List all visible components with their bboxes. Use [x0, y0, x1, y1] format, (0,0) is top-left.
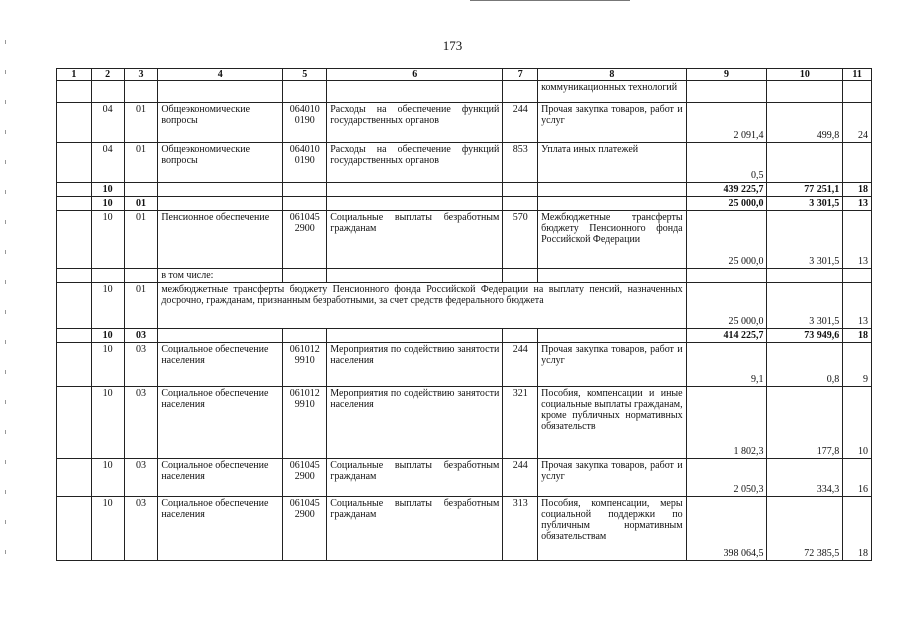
cell-subsection: 01 — [124, 143, 158, 183]
column-header: 4 — [158, 69, 283, 81]
cell-section — [91, 269, 124, 283]
cell-expense-name — [538, 329, 686, 343]
cell-subsection: 03 — [124, 329, 158, 343]
cell-expense-type — [503, 269, 538, 283]
cell-target-name — [327, 269, 503, 283]
cell-name: Общеэкономические вопросы — [158, 103, 283, 143]
cell-amount-actual: 499,8 — [767, 103, 843, 143]
cell-amount-actual — [767, 269, 843, 283]
cell-percent: 24 — [843, 103, 872, 143]
cell-expense-name: Прочая закупка товаров, работ и услуг — [538, 103, 686, 143]
cell-section: 10 — [91, 197, 124, 211]
cell-target-name — [327, 329, 503, 343]
cell-expense-type: 244 — [503, 343, 538, 387]
cell-expense-name: Уплата иных платежей — [538, 143, 686, 183]
table-body — [57, 81, 872, 561]
cell-target-code — [283, 269, 327, 283]
cell-section: 04 — [91, 103, 124, 143]
cell-section — [91, 81, 124, 103]
cell-amount-plan: 398 064,5 — [686, 497, 767, 561]
cell-subsection — [124, 183, 158, 197]
cell-expense-type: 313 — [503, 497, 538, 561]
table-row — [57, 81, 872, 103]
cell-percent: 13 — [843, 197, 872, 211]
cell-amount-actual: 3 301,5 — [767, 283, 843, 329]
cell-col1 — [57, 183, 92, 197]
cell-amount-plan — [686, 269, 767, 283]
cell-expense-name: Межбюджетные трансферты бюджету Пенсионного фонда Российской Федерации — [538, 211, 686, 269]
table-row — [57, 103, 872, 143]
cell-col1 — [57, 81, 92, 103]
cell-subsection: 03 — [124, 387, 158, 459]
cell-amount-plan: 25 000,0 — [686, 211, 767, 269]
cell-amount-actual: 0,8 — [767, 343, 843, 387]
cell-subsection: 01 — [124, 103, 158, 143]
cell-col1 — [57, 387, 92, 459]
table-row — [57, 269, 872, 283]
cell-target-code: 064010 0190 — [283, 143, 327, 183]
cell-section: 10 — [91, 283, 124, 329]
cell-expense-type — [503, 329, 538, 343]
cell-subsection: 03 — [124, 343, 158, 387]
cell-amount-plan: 25 000,0 — [686, 283, 767, 329]
cell-amount-plan: 1 802,3 — [686, 387, 767, 459]
cell-target-code — [283, 329, 327, 343]
cell-target-code: 061045 2900 — [283, 459, 327, 497]
cell-col1 — [57, 329, 92, 343]
cell-name: Общеэкономические вопросы — [158, 143, 283, 183]
column-header: 9 — [686, 69, 767, 81]
cell-target-name: Социальные выплаты безработным гражданам — [327, 497, 503, 561]
cell-section: 04 — [91, 143, 124, 183]
cell-section: 10 — [91, 497, 124, 561]
table-row — [57, 183, 872, 197]
cell-section: 10 — [91, 459, 124, 497]
cell-expense-name — [538, 197, 686, 211]
cell-target-name: Мероприятия по содействию занятости населения — [327, 343, 503, 387]
cell-subsection: 03 — [124, 497, 158, 561]
cell-col1 — [57, 211, 92, 269]
cell-expense-name: Прочая закупка товаров, работ и услуг — [538, 343, 686, 387]
cell-target-code: 061012 9910 — [283, 343, 327, 387]
cell-expense-name: Пособия, компенсации, меры социальной поддержки по публичным нормативным обязательствам — [538, 497, 686, 561]
column-header: 10 — [767, 69, 843, 81]
cell-section: 10 — [91, 387, 124, 459]
cell-target-code: 061045 2900 — [283, 211, 327, 269]
cell-amount-actual: 73 949,6 — [767, 329, 843, 343]
cell-amount-plan: 0,5 — [686, 143, 767, 183]
cell-name — [158, 183, 283, 197]
cell-amount-plan: 25 000,0 — [686, 197, 767, 211]
cell-expense-name: Прочая закупка товаров, работ и услуг — [538, 459, 686, 497]
cell-percent — [843, 269, 872, 283]
cell-percent: 10 — [843, 387, 872, 459]
column-header: 3 — [124, 69, 158, 81]
cell-col1 — [57, 343, 92, 387]
cell-target-code — [283, 81, 327, 103]
cell-target-name: Мероприятия по содействию занятости населения — [327, 387, 503, 459]
cell-amount-plan: 2 050,3 — [686, 459, 767, 497]
cell-name: Социальное обеспечение населения — [158, 343, 283, 387]
cell-expense-name: Пособия, компенсации и иные социальные выплаты гражданам, кроме публичных нормативных обязательств — [538, 387, 686, 459]
cell-name: Социальное обеспечение населения — [158, 459, 283, 497]
cell-subsection: 01 — [124, 211, 158, 269]
column-header: 6 — [327, 69, 503, 81]
table-row — [57, 197, 872, 211]
cell-section: 10 — [91, 183, 124, 197]
cell-percent: 9 — [843, 343, 872, 387]
cell-subsection: 01 — [124, 197, 158, 211]
scan-margin-mark — [5, 40, 6, 580]
cell-subsection: 03 — [124, 459, 158, 497]
cell-subsection — [124, 81, 158, 103]
cell-target-code: 061045 2900 — [283, 497, 327, 561]
cell-subsection: 01 — [124, 283, 158, 329]
scan-edge-mark — [470, 0, 630, 1]
cell-amount-actual — [767, 143, 843, 183]
cell-name — [158, 81, 283, 103]
table-row — [57, 343, 872, 387]
cell-target-name — [327, 183, 503, 197]
cell-amount-actual: 77 251,1 — [767, 183, 843, 197]
cell-expense-type: 853 — [503, 143, 538, 183]
cell-amount-plan — [686, 81, 767, 103]
cell-amount-actual: 334,3 — [767, 459, 843, 497]
cell-expense-name: коммуникационных технологий — [538, 81, 686, 103]
cell-amount-actual: 177,8 — [767, 387, 843, 459]
column-header: 8 — [538, 69, 686, 81]
cell-target-name: Социальные выплаты безработным гражданам — [327, 459, 503, 497]
cell-name: Социальное обеспечение населения — [158, 497, 283, 561]
cell-percent: 13 — [843, 283, 872, 329]
table-row — [57, 497, 872, 561]
page-number: 173 — [442, 38, 463, 53]
column-header: 2 — [91, 69, 124, 81]
table-row — [57, 283, 872, 329]
cell-section: 10 — [91, 343, 124, 387]
cell-expense-type: 321 — [503, 387, 538, 459]
cell-expense-type: 244 — [503, 459, 538, 497]
cell-description: межбюджетные трансферты бюджету Пенсионного фонда Российской Федерации на выплату пенсий, назначенных досрочно, гражданам, признанным безработными, за счет средств федерального бюджета — [158, 283, 686, 329]
cell-percent: 18 — [843, 329, 872, 343]
column-header: 7 — [503, 69, 538, 81]
cell-col1 — [57, 197, 92, 211]
cell-name: Пенсионное обеспечение — [158, 211, 283, 269]
cell-amount-actual: 3 301,5 — [767, 197, 843, 211]
cell-name: в том числе: — [158, 269, 283, 283]
cell-percent: 18 — [843, 183, 872, 197]
cell-target-code — [283, 197, 327, 211]
header-row — [57, 69, 872, 81]
cell-col1 — [57, 143, 92, 183]
cell-expense-name — [538, 269, 686, 283]
cell-amount-actual: 3 301,5 — [767, 211, 843, 269]
cell-target-name: Расходы на обеспечение функций государственных органов — [327, 103, 503, 143]
cell-percent — [843, 143, 872, 183]
table-row — [57, 459, 872, 497]
cell-expense-type: 244 — [503, 103, 538, 143]
cell-percent — [843, 81, 872, 103]
cell-col1 — [57, 269, 92, 283]
cell-expense-type — [503, 183, 538, 197]
cell-amount-plan: 414 225,7 — [686, 329, 767, 343]
budget-table — [56, 68, 872, 561]
cell-expense-type — [503, 197, 538, 211]
cell-target-name — [327, 81, 503, 103]
cell-target-name: Социальные выплаты безработным гражданам — [327, 211, 503, 269]
cell-target-name — [327, 197, 503, 211]
cell-target-code — [283, 183, 327, 197]
cell-name — [158, 329, 283, 343]
cell-amount-actual: 72 385,5 — [767, 497, 843, 561]
column-header: 11 — [843, 69, 872, 81]
cell-target-code: 064010 0190 — [283, 103, 327, 143]
cell-amount-plan: 9,1 — [686, 343, 767, 387]
column-header: 5 — [283, 69, 327, 81]
table-row — [57, 329, 872, 343]
cell-amount-actual — [767, 81, 843, 103]
cell-col1 — [57, 459, 92, 497]
cell-col1 — [57, 103, 92, 143]
cell-name: Социальное обеспечение населения — [158, 387, 283, 459]
cell-section: 10 — [91, 211, 124, 269]
cell-subsection — [124, 269, 158, 283]
cell-percent: 18 — [843, 497, 872, 561]
cell-col1 — [57, 283, 92, 329]
cell-target-code: 061012 9910 — [283, 387, 327, 459]
cell-expense-type: 570 — [503, 211, 538, 269]
cell-section: 10 — [91, 329, 124, 343]
cell-percent: 16 — [843, 459, 872, 497]
cell-amount-plan: 439 225,7 — [686, 183, 767, 197]
cell-name — [158, 197, 283, 211]
cell-percent: 13 — [843, 211, 872, 269]
cell-expense-type — [503, 81, 538, 103]
table-row — [57, 211, 872, 269]
cell-target-name: Расходы на обеспечение функций государственных органов — [327, 143, 503, 183]
column-header: 1 — [57, 69, 92, 81]
cell-amount-plan: 2 091,4 — [686, 103, 767, 143]
table-row — [57, 387, 872, 459]
cell-col1 — [57, 497, 92, 561]
table-row — [57, 143, 872, 183]
cell-expense-name — [538, 183, 686, 197]
